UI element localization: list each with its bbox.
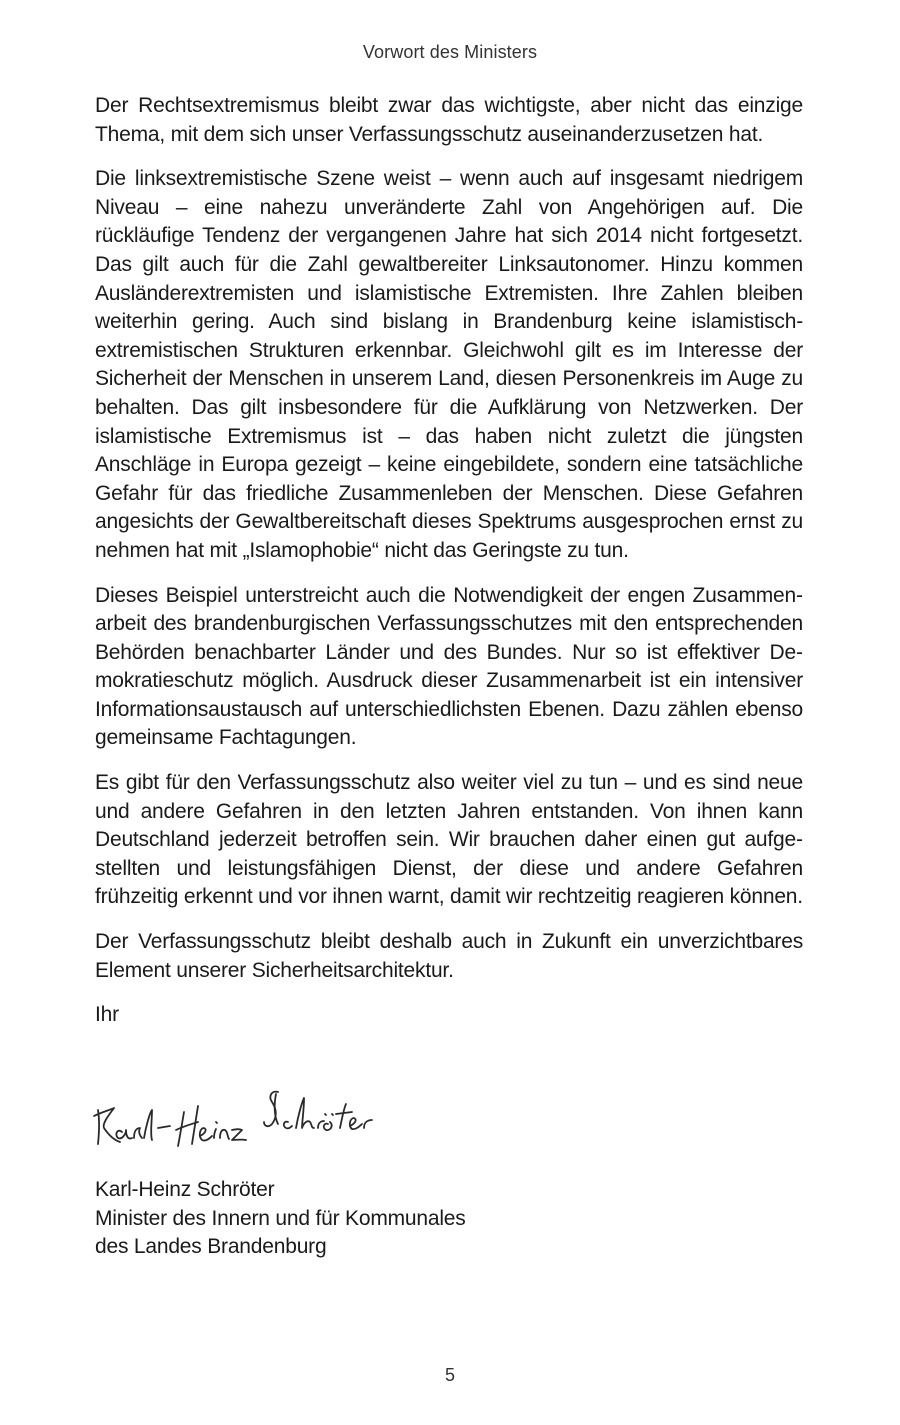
handwritten-signature <box>92 1082 392 1152</box>
paragraph: Der Verfassungsschutz bleibt deshalb auch in Zukunft ein unverzichtbares Element unserer Sicherheitsarchitektur. <box>95 930 803 982</box>
signer-block <box>95 1176 695 1262</box>
paragraph: Der Rechtsextremismus bleibt zwar das wichtigste, aber nicht das einzige Thema, mit dem sich unser Verfassungsschutz auseinanderzusetzen hat. <box>95 94 803 146</box>
signer-title-line-2: des Landes Brandenburg <box>95 1235 327 1259</box>
signature-drawing <box>92 1082 392 1152</box>
signature-strokes <box>94 1092 372 1146</box>
signer-title-line-1: Minister des Innern und für Kommunales <box>95 1206 466 1230</box>
paragraph: Dieses Beispiel unterstreicht auch die Notwendigkeit der engen Zusammenarbeit des brandenburgischen Verfassungsschutzes mit den entsprechenden Behörden benachbarter Länder und des Bundes. Nur so ist effektiver Demokratieschutz möglich. Ausdruck dieser Zusammenarbeit ist ein intensiver Informationsaustausch auf unterschiedlichsten Ebenen. Dazu zählen ebenso gemeinsame Fachtagungen. <box>95 583 803 750</box>
signer-name: Karl-Heinz Schröter <box>95 1178 275 1201</box>
paragraph: Es gibt für den Verfassungsschutz also weiter viel zu tun – und es sind neue und andere Gefahren in den letzten Jahren entstanden. Von ihnen kann Deutschland jederzeit betroffen sein. Wir brauchen daher einen gut aufgestellten und leistungsfähigen Dienst, der diese und andere Gefahren frühzeitig erkennt und vor ihnen warnt, damit wir rechtzeitig reagieren können. <box>95 771 803 909</box>
paragraph: Die linksextremistische Szene weist – wenn auch auf insgesamt niedrigem Niveau – eine nahezu unveränderte Zahl von Angehörigen auf. Die rückläufige Tendenz der vergangenen Jahre hat sich 2014 nicht fortgesetzt. Das gilt auch für die Zahl gewaltbereiter Linksautonomer. Hinzu kommen Ausländerextremisten und islamistische Extremisten. Ihre Zahlen bleiben weiterhin gering. Auch sind bislang in Brandenburg keine islamistisch-extremistischen Strukturen erkennbar. Gleichwohl gilt es im Interesse der Sicherheit der Menschen in unserem Land, diesen Personenkreis im Auge zu behalten. Das gilt insbesondere für die Aufklärung von Netzwerken. Der islamistische Extremismus ist – das haben nicht zuletzt die jüngsten Anschläge in Europa gezeigt – keine eingebildete, sondern eine tatsächliche Gefahr für das friedliche Zusammenleben der Menschen. Diese Gefahren angesichts der Gewaltbereitschaft dieses Spektrums ausgesprochen ernst zu nehmen hat mit „Islamophobie“ nicht das Geringste zu tun. <box>95 167 803 562</box>
closing-salutation: Ihr <box>95 1003 119 1027</box>
running-header: Vorwort des Ministers <box>362 42 538 62</box>
page-number: 5 <box>444 1365 455 1385</box>
body-text <box>95 92 803 1046</box>
